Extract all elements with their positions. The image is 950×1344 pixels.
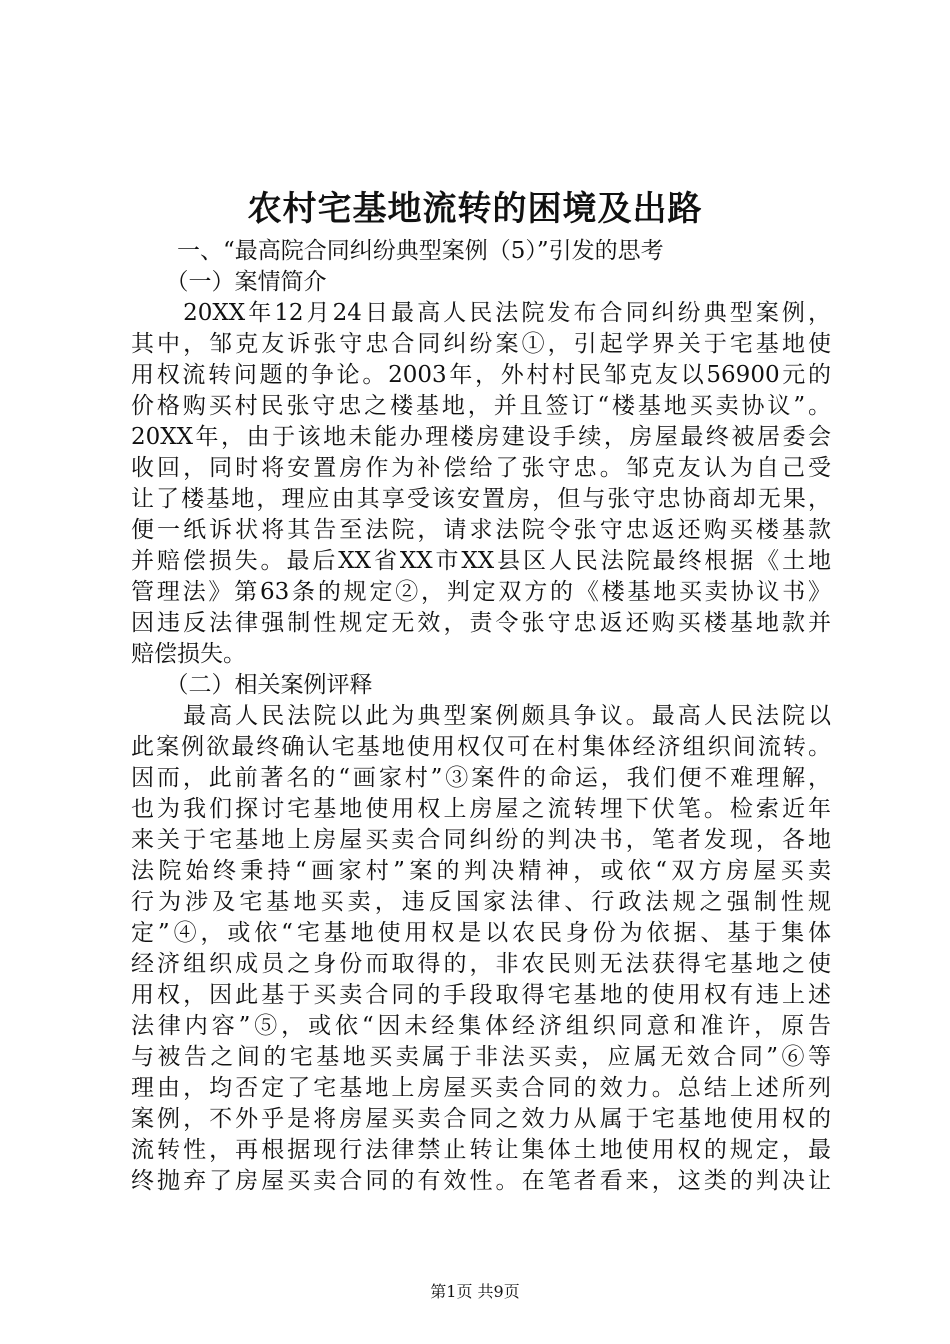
text-line: 与被告之间的宅基地买卖属于非法买卖，应属无效合同”⑥等 [131,1044,831,1070]
text-line: 因而，此前著名的“画家村”③案件的命运，我们便不难理解， [131,765,831,791]
text-line: 用权，因此基于买卖合同的手段取得宅基地的使用权有违上述 [131,982,831,1008]
document-body [131,236,831,1197]
text-line: 此案例欲最终确认宅基地使用权仅可在村集体经济组织间流转。 [131,734,831,760]
text-line: 也为我们探讨宅基地使用权上房屋之流转埋下伏笔。检索近年 [131,796,831,822]
text-line: 一、“最高院合同纠纷典型案例（5）”引发的思考 [131,238,664,264]
text-line: 其中，邹克友诉张守忠合同纠纷案①，引起学界关于宅基地使 [131,331,831,357]
text-line: （二）相关案例评释 [131,672,373,698]
text-line: 并赔偿损失。最后XX省XX市XX县区人民法院最终根据《土地 [131,548,831,574]
text-line: 来关于宅基地上房屋买卖合同纠纷的判决书，笔者发现，各地 [131,827,831,853]
text-line: 法院始终秉持“画家村”案的判决精神，或依“双方房屋买卖 [131,858,831,884]
text-line: 流转性，再根据现行法律禁止转让集体土地使用权的规定，最 [131,1137,831,1163]
text-line: 理由，均否定了宅基地上房屋买卖合同的效力。总结上述所列 [131,1075,831,1101]
text-line: 赔偿损失。 [131,641,246,667]
text-line: 管理法》第63条的规定②，判定双方的《楼基地买卖协议书》 [131,579,831,605]
text-line: 案例，不外乎是将房屋买卖合同之效力从属于宅基地使用权的 [131,1106,831,1132]
text-line: 法律内容”⑤，或依“因未经集体经济组织同意和准许，原告 [131,1013,831,1039]
text-line: 便一纸诉状将其告至法院，请求法院令张守忠返还购买楼基款 [131,517,831,543]
text-line: 价格购买村民张守忠之楼基地，并且签订“楼基地买卖协议”。 [131,393,831,419]
text-line: 20XX年12月24日最高人民法院发布合同纠纷典型案例， [131,300,831,326]
text-line: 收回，同时将安置房作为补偿给了张守忠。邹克友认为自己受 [131,455,831,481]
text-line: 终抛弃了房屋买卖合同的有效性。在笔者看来，这类的判决让 [131,1168,831,1194]
document-title: 农村宅基地流转的困境及出路 [247,189,703,229]
text-line: 经济组织成员之身份而取得的，非农民则无法获得宅基地之使 [131,951,831,977]
text-line: 20XX年，由于该地未能办理楼房建设手续，房屋最终被居委会 [131,424,831,450]
text-line: 因违反法律强制性规定无效，责令张守忠返还购买楼基地款并 [131,610,831,636]
text-line: 行为涉及宅基地买卖，违反国家法律、行政法规之强制性规 [131,889,831,915]
text-line: （一）案情简介 [131,269,327,295]
page-footer: 第1页 共9页 [430,1282,520,1301]
text-line: 定”④，或依“宅基地使用权是以农民身份为依据、基于集体 [131,920,831,946]
text-line: 最高人民法院以此为典型案例颇具争议。最高人民法院以 [131,703,831,729]
text-line: 用权流转问题的争论。2003年，外村村民邹克友以56900元的 [131,362,831,388]
text-line: 让了楼基地，理应由其享受该安置房，但与张守忠协商却无果， [131,486,831,512]
